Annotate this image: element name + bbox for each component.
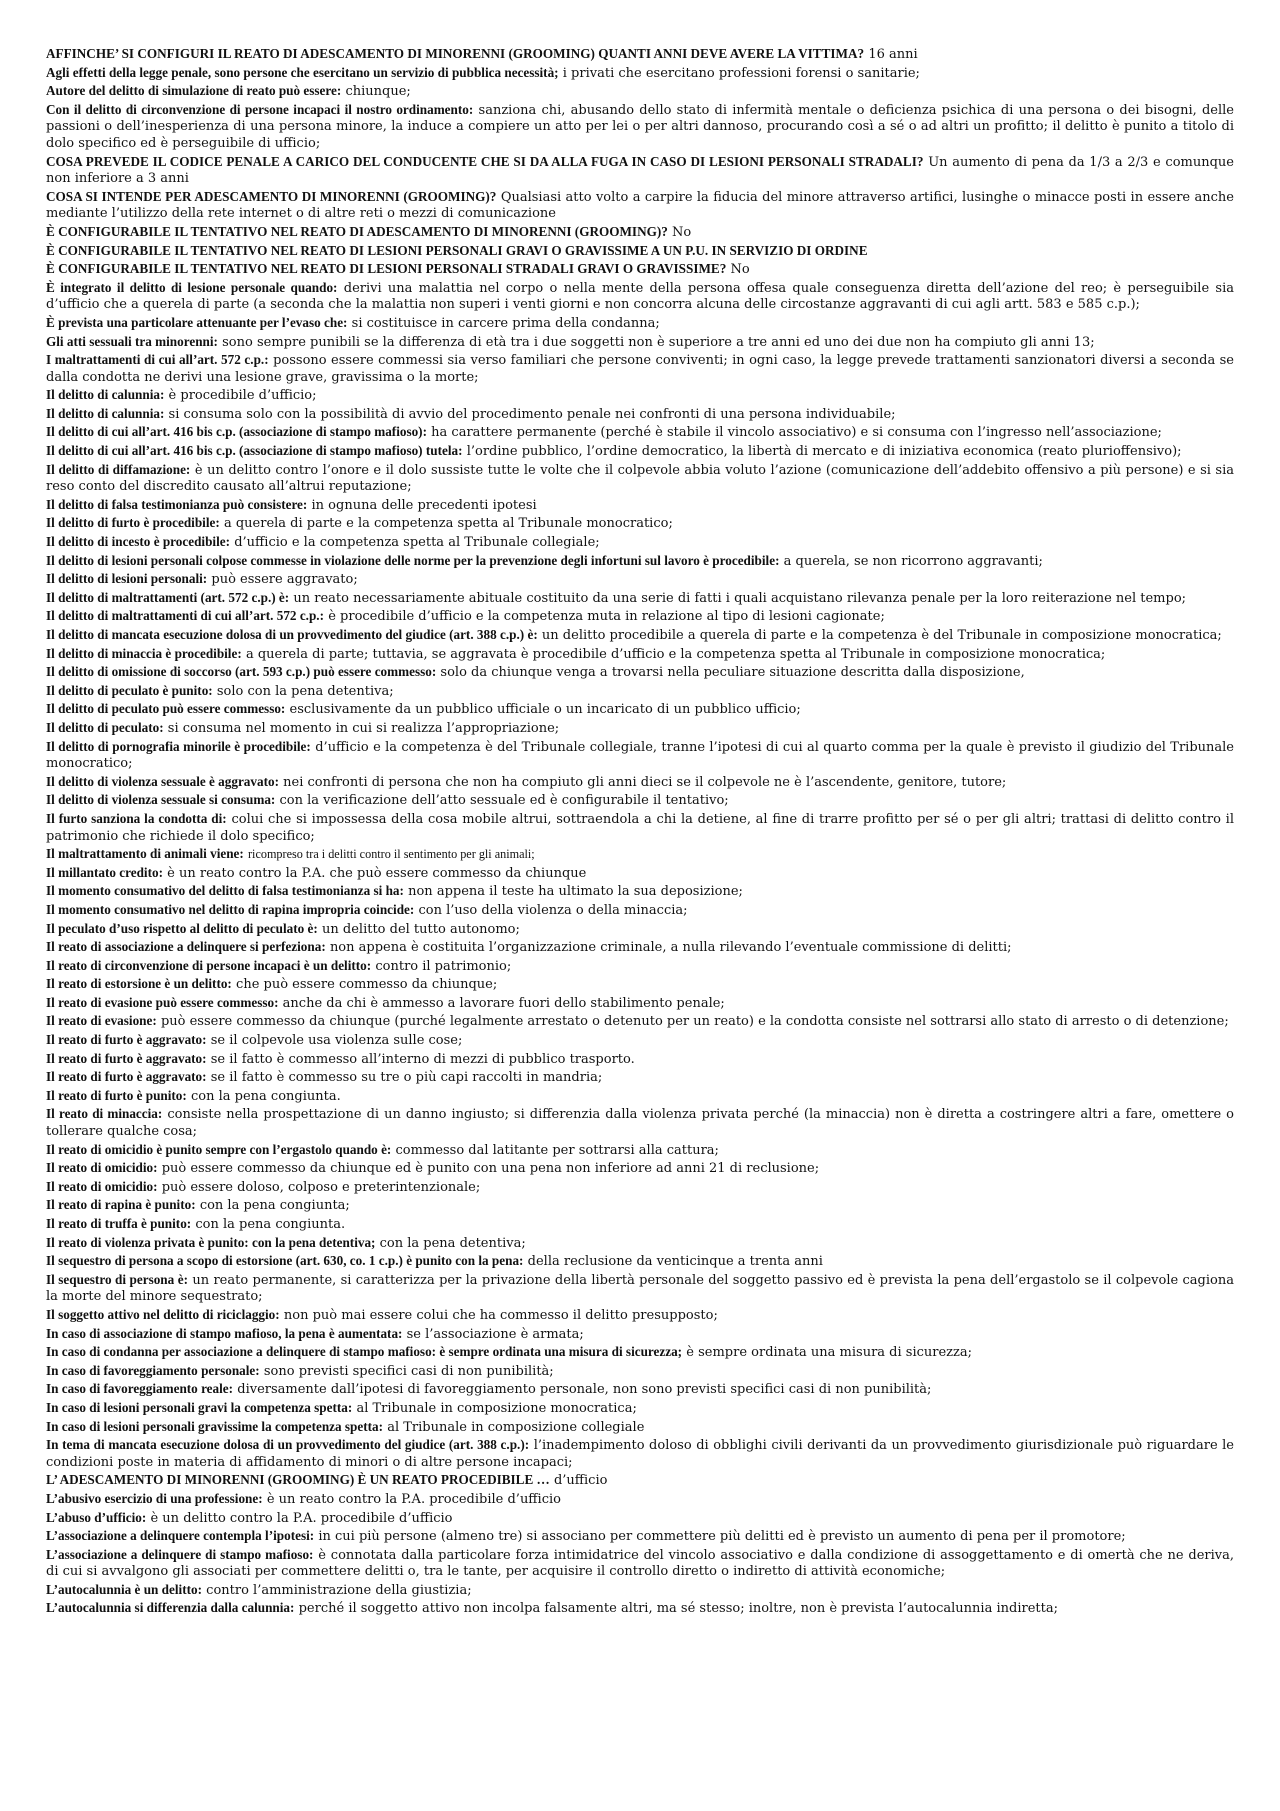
question-text: L’autocalunnia è un delitto: [46,1581,202,1597]
qa-entry [46,1400,1234,1418]
qa-entry [46,315,1234,333]
question-text: Il soggetto attivo nel delitto di riciclaggio: [46,1306,280,1322]
qa-list [46,46,1234,1618]
qa-entry [46,352,1234,386]
question-text: Il reato di minaccia: [46,1106,163,1122]
answer-text: sono previsti specifici casi di non punibilità; [263,1363,554,1379]
question-text: Autore del delitto di simulazione di reato può essere: [46,83,342,99]
answer-text: anche da chi è ammesso a lavorare fuori dello stabilimento penale; [282,995,725,1011]
qa-entry [46,224,1234,242]
question-text: È CONFIGURABILE IL TENTATIVO NEL REATO DI LESIONI PERSONALI GRAVI O GRAVISSIME A UN P.U. IN SERVIZIO DI ORDINE [46,242,868,258]
question-text: Il delitto di lesioni personali: [46,571,208,587]
answer-text: è procedibile d’ufficio; [168,388,317,404]
answer-text: a querela di parte e la competenza spetta al Tribunale monocratico; [223,516,673,532]
qa-entry [46,1088,1234,1106]
question-text: Il reato di estorsione è un delitto: [46,976,232,992]
qa-entry [46,83,1234,101]
qa-entry [46,1307,1234,1325]
answer-text: 16 anni [868,47,918,62]
question-text: È integrato il delitto di lesione personale quando: [46,279,338,295]
answer-text: se l’associazione è armata; [406,1326,584,1342]
answer-text: d’ufficio e la competenza è del Tribunale collegiale, tranne l’ipotesi di cui al quarto comma per la quale è previsto il giudizio del Tribunale monocratico; [46,739,1234,772]
answer-text: sono sempre punibili se la differenza di età tra i due soggetti non è superiore a tre anni ed uno dei due non ha compiuto gli anni 13; [222,334,1095,350]
qa-entry [46,1032,1234,1050]
answer-text: contro il patrimonio; [375,958,512,974]
answer-text: chiunque; [345,84,411,100]
qa-entry [46,1547,1234,1581]
question-text: Il delitto di peculato è punito: [46,682,213,698]
answer-text: si consuma nel momento in cui si realizza l’appropriazione; [167,720,560,736]
answer-text: in ognuna delle precedenti ipotesi [311,497,537,513]
qa-entry [46,995,1234,1013]
answer-text: è un reato contro la P.A. procedibile d’ufficio [266,1491,561,1507]
qa-entry [46,701,1234,719]
answer-text: al Tribunale in composizione collegiale [387,1419,645,1435]
qa-entry [46,1216,1234,1234]
qa-entry [46,1272,1234,1306]
question-text: Il reato di omicidio è punito sempre con l’ergastolo quando è: [46,1141,392,1157]
qa-entry [46,387,1234,405]
qa-entry [46,1419,1234,1437]
question-text: Il reato di circonvenzione di persone incapaci è un delitto: [46,957,372,973]
qa-entry [46,1253,1234,1271]
answer-text: non appena il teste ha ultimato la sua deposizione; [408,884,743,900]
qa-entry [46,1179,1234,1197]
answer-text: se il fatto è commesso su tre o più capi raccolti in mandria; [210,1070,603,1086]
qa-entry [46,811,1234,845]
qa-entry [46,921,1234,939]
qa-entry [46,1051,1234,1069]
answer-text: No [730,262,750,278]
question-text: Il delitto di calunnia: [46,387,165,403]
answer-text: un reato necessariamente abituale costituito da una serie di fatti i quali acquistano rilevanza penale per la loro reiterazione nel tempo; [293,590,1187,606]
answer-text: può essere commesso da chiunque (purché legalmente arrestato o detenuto per un reato) e la condotta consiste nel sottrarsi allo stato di arresto o di detenzione; [160,1014,1229,1030]
question-text: Il delitto di minaccia è procedibile: [46,645,242,661]
qa-entry [46,261,1234,279]
question-text: L’abuso d’ufficio: [46,1509,147,1525]
question-text: È CONFIGURABILE IL TENTATIVO NEL REATO DI LESIONI PERSONALI STRADALI GRAVI O GRAVISSIME? [46,261,727,277]
answer-text: a querela, se non ricorrono aggravanti; [783,553,1043,569]
answer-text: può essere doloso, colposo e preterintenzionale; [161,1179,481,1195]
answer-text: è sempre ordinata una misura di sicurezza; [686,1345,972,1361]
answer-text: Un aumento di pena da 1/3 a 2/3 e comunque non inferiore a 3 anni [46,154,1234,187]
question-text: In caso di favoreggiamento personale: [46,1362,260,1378]
question-text: L’abusivo esercizio di una professione: [46,1490,263,1506]
answer-text: se il fatto è commesso all’interno di mezzi di pubblico trasporto. [210,1051,635,1067]
answer-text: sanziona chi, abusando dello stato di infermità mentale o deficienza psichica di una persona o dei bisogni, delle passioni o dell’inesperienza di una persona minore, la induce a compiere un atto per lei o per altri dannoso, procurando così a sé o ad altri un profitto; il delitto è punito a titolo di dolo specifico ed è perseguibile di ufficio; [46,102,1234,151]
qa-entry [46,46,1234,64]
qa-entry [46,1600,1234,1618]
question-text: Il sequestro di persona a scopo di estorsione (art. 630, co. 1 c.p.) è punito con la pena: [46,1253,524,1269]
answer-text: con la verificazione dell’atto sessuale ed è configurabile il tentativo; [279,793,729,809]
question-text: Il reato di truffa è punito: [46,1216,192,1231]
question-text: Il reato di evasione può essere commesso: [46,994,279,1010]
qa-entry [46,1069,1234,1087]
question-text: In caso di lesioni personali gravissime la competenza spetta: [46,1418,383,1434]
question-text: Il delitto di cui all’art. 416 bis c.p. (associazione di stampo mafioso) tutela: [46,443,463,459]
answer-text: si costituisce in carcere prima della condanna; [351,315,660,331]
qa-entry [46,571,1234,589]
qa-entry [46,774,1234,792]
question-text: È prevista una particolare attenuante per l’evaso che: [46,314,348,330]
answer-text: si consuma solo con la possibilità di avvio del procedimento penale nei confronti di una persona individuabile; [168,406,896,422]
qa-entry [46,443,1234,461]
answer-text: se il colpevole usa violenza sulle cose; [210,1033,463,1049]
question-text: Il reato di evasione: [46,1013,157,1029]
qa-entry [46,1363,1234,1381]
answer-text: con l’uso della violenza o della minaccia; [418,902,688,918]
qa-entry [46,102,1234,153]
question-text: Il delitto di peculato può essere commesso: [46,701,286,717]
qa-entry [46,243,1234,261]
answer-text: Qualsiasi atto volto a carpire la fiducia del minore attraverso artifici, lusinghe o minacce posti in essere anche mediante l’utilizzo della rete internet o di altre reti o mezzi di comunicazione [46,189,1234,222]
question-text: Il delitto di pornografia minorile è procedibile: [46,738,311,754]
answer-text: contro l’amministrazione della giustizia; [206,1582,472,1598]
answer-text: è un delitto contro l’onore e il dolo sussiste tutte le volte che il colpevole abbia voluto l’azione (comunicazione dell’addebito offensivo a più persone) e si sia reso conto del discredito causato all’altrui reputazione; [46,462,1234,495]
question-text: Il delitto di omissione di soccorso (art. 593 c.p.) può essere commesso: [46,664,437,680]
qa-entry [46,739,1234,773]
answer-text: è un delitto contro la P.A. procedibile d’ufficio [150,1510,453,1526]
qa-entry [46,590,1234,608]
qa-entry [46,280,1234,314]
answer-text: esclusivamente da un pubblico ufficiale o un incaricato di un pubblico ufficio; [289,702,801,718]
qa-entry [46,1472,1234,1490]
question-text: L’autocalunnia si differenzia dalla calunnia: [46,1600,295,1616]
answer-text: della reclusione da venticinque a trenta anni [527,1254,823,1270]
question-text: Il furto sanziona la condotta di: [46,810,227,826]
question-text: Il reato di rapina è punito: [46,1197,196,1213]
question-text: Il reato di associazione a delinquere si perfeziona: [46,939,326,955]
question-text: Il momento consumativo nel delitto di rapina impropria coincide: [46,901,415,917]
qa-entry [46,553,1234,571]
qa-entry [46,1437,1234,1471]
question-text: Il reato di violenza privata è punito: con la pena detentiva; [46,1234,376,1250]
question-text: Il reato di omicidio: [46,1178,158,1194]
question-text: Il momento consumativo del delitto di falsa testimonianza si ha: [46,883,404,899]
question-text: COSA SI INTENDE PER ADESCAMENTO DI MINORENNI (GROOMING)? [46,188,497,204]
question-text: In tema di mancata esecuzione dolosa di un provvedimento del giudice (art. 388 c.p.): [46,1437,530,1453]
qa-entry [46,1160,1234,1178]
answer-text: in cui più persone (almeno tre) si associano per commettere più delitti ed è previsto un aumento di pena per il promotore; [318,1529,1126,1545]
question-text: Il sequestro di persona è: [46,1271,188,1287]
question-text: Il delitto di falsa testimonianza può consistere: [46,496,308,512]
qa-entry [46,189,1234,223]
answer-text: colui che si impossessa della cosa mobile altrui, sottraendola a chi la detiene, al fine di trarre profitto per sé o per gli altri; trattasi di delitto contro il patrimonio che richiede il dolo specifico; [46,811,1234,844]
qa-entry [46,424,1234,442]
qa-entry [46,1197,1234,1215]
qa-entry [46,334,1234,352]
answer-text: è procedibile d’ufficio e la competenza muta in relazione al tipo di lesioni cagionate; [328,609,885,625]
answer-text: è un reato contro la P.A. che può essere commesso da chiunque [167,865,587,881]
question-text: Il delitto di diffamazione: [46,461,191,477]
qa-entry [46,1344,1234,1362]
qa-entry [46,976,1234,994]
qa-entry [46,664,1234,682]
qa-entry [46,1142,1234,1160]
answer-text: un delitto del tutto autonomo; [322,921,520,937]
answer-text: d’ufficio e la competenza spetta al Tribunale collegiale; [234,535,600,551]
qa-entry [46,154,1234,188]
answer-text: consiste nella prospettazione di un danno ingiusto; si differenzia dalla violenza privata perché (la minaccia) non è diretta a costringere altri a fare, omettere o tollerare qualche cosa; [46,1107,1234,1140]
answer-text: diversamente dall’ipotesi di favoreggiamento personale, non sono previsti specifici casi di non punibilità; [237,1382,932,1398]
answer-text: è connotata dalla particolare forza intimidatrice del vincolo associativo e dalla condizione di assoggettamento e di omertà che ne deriva, di cui si avvalgono gli associati per commettere delitti o, tra le tante, per acquisire il controllo diretto o indiretto di attività economiche; [46,1547,1234,1580]
question-text: Il delitto di maltrattamenti (art. 572 c.p.) è: [46,589,290,605]
question-text: Il delitto di violenza sessuale si consuma: [46,792,276,808]
answer-text: con la pena congiunta. [191,1088,341,1104]
question-text: Il delitto di mancata esecuzione dolosa di un provvedimento del giudice (art. 388 c.p.) è: [46,627,538,642]
question-text: Il reato di omicidio: [46,1160,158,1176]
qa-entry [46,1381,1234,1399]
answer-text: l’inadempimento doloso di obblighi civili derivanti da un provvedimento giurisdizionale può riguardare le condizioni poste in materia di affidamento di minori o di altre persone incapaci; [46,1438,1234,1470]
question-text: I maltrattamenti di cui all’art. 572 c.p.: [46,352,269,368]
qa-entry [46,958,1234,976]
question-text: Agli effetti della legge penale, sono persone che esercitano un servizio di pubblica necessità; [46,64,559,80]
qa-entry [46,1013,1234,1031]
question-text: In caso di lesioni personali gravi la competenza spetta: [46,1399,353,1415]
answer-text: un reato permanente, si caratterizza per la privazione della libertà personale del soggetto passivo ed è prevista la pena dell’ergastolo se il colpevole cagiona la morte del minore sequestrato; [46,1272,1234,1305]
answer-text: i privati che esercitano professioni forensi o sanitarie; [562,65,920,81]
qa-entry [46,883,1234,901]
answer-text: che può essere commesso da chiunque; [236,977,498,993]
question-text: Il delitto di incesto è procedibile: [46,534,231,550]
question-text: L’ ADESCAMENTO DI MINORENNI (GROOMING) È UN REATO PROCEDIBILE … [46,1472,550,1488]
qa-entry [46,1510,1234,1528]
answer-text: a querela di parte; tuttavia, se aggravata è procedibile d’ufficio e la competenza spetta al Tribunale in composizione monocratica; [245,646,1106,662]
qa-entry [46,1582,1234,1600]
question-text: Il delitto di peculato: [46,719,164,735]
question-text: In caso di associazione di stampo mafioso, la pena è aumentata: [46,1325,403,1341]
question-text: Il millantato credito: [46,864,163,880]
answer-text: al Tribunale in composizione monocratica; [356,1400,637,1416]
qa-entry [46,720,1234,738]
qa-entry [46,65,1234,83]
answer-text: ha carattere permanente (perché è stabile il vincolo associativo) e si consuma con l’ingresso nell’associazione; [431,425,1162,441]
answer-text: con la pena detentiva; [379,1235,526,1251]
question-text: Il delitto di calunnia: [46,405,165,421]
qa-entry [46,497,1234,515]
qa-entry [46,683,1234,701]
qa-entry [46,1326,1234,1344]
answer-text: con la pena congiunta; [199,1198,350,1214]
answer-text: No [672,224,692,240]
qa-entry [46,1528,1234,1546]
answer-text: d’ufficio [553,1473,608,1489]
answer-text: non può mai essere colui che ha commesso il delitto presupposto; [283,1307,718,1323]
question-text: AFFINCHE’ SI CONFIGURI IL REATO DI ADESCAMENTO DI MINORENNI (GROOMING) QUANTI ANNI DEVE AVERE LA VITTIMA? [46,46,865,61]
qa-entry [46,534,1234,552]
question-text: Il reato di furto è punito: [46,1087,187,1103]
answer-text: commesso dal latitante per sottrarsi alla cattura; [395,1142,719,1158]
qa-entry [46,939,1234,957]
qa-entry [46,646,1234,664]
answer-text: l’ordine pubblico, l’ordine democratico, la libertà di mercato e di iniziativa economica (reato plurioffensivo); [466,444,1182,460]
question-text: L’associazione a delinquere di stampo mafioso: [46,1546,314,1562]
answer-text: solo da chiunque venga a trovarsi nella peculiare situazione descritta dalla disposizione, [440,665,1025,681]
qa-entry [46,1106,1234,1140]
answer-text: un delitto procedibile a querela di parte e la competenza è del Tribunale in composizione monocratica; [541,628,1222,643]
question-text: Il delitto di furto è procedibile: [46,515,220,531]
question-text: È CONFIGURABILE IL TENTATIVO NEL REATO DI ADESCAMENTO DI MINORENNI (GROOMING)? [46,223,668,239]
question-text: Con il delitto di circonvenzione di persone incapaci il nostro ordinamento: [46,101,474,117]
question-text: Il reato di furto è aggravato: [46,1032,207,1048]
question-text: Il delitto di violenza sessuale è aggravato: [46,773,279,789]
qa-entry [46,627,1234,645]
qa-entry [46,608,1234,626]
answer-text: nei confronti di persona che non ha compiuto gli anni dieci se il colpevole ne è l’ascendente, genitore, tutore; [283,774,1007,790]
answer-text: può essere commesso da chiunque ed è punito con una pena non inferiore ad anni 21 di reclusione; [161,1161,820,1177]
answer-text: ricompreso tra i delitti contro il sentimento per gli animali; [248,847,535,862]
question-text: Il delitto di lesioni personali colpose commesse in violazione delle norme per la prevenzione degli infortuni sul lavoro è procedibile: [46,552,780,568]
question-text: Il reato di furto è aggravato: [46,1050,207,1066]
answer-text: derivi una malattia nel corpo o nella mente della persona offesa quale conseguenza diretta dell’azione del reo; è perseguibile sia d’ufficio che a querela di parte (a seconda che la malattia non superi i venti giorni e non concorra alcuna delle circostanze aggravanti di cui agli artt. 583 e 585 c.p.); [46,280,1234,313]
question-text: In caso di favoreggiamento reale: [46,1381,234,1397]
qa-entry [46,515,1234,533]
qa-entry [46,792,1234,810]
answer-text: perché il soggetto attivo non incolpa falsamente altri, ma sé stesso; inoltre, non è prevista l’autocalunnia indiretta; [298,1601,1058,1617]
answer-text: solo con la pena detentiva; [216,683,394,699]
answer-text: possono essere commessi sia verso familiari che persone conviventi; in ogni caso, la legge prevede trattamenti sanzionatori diversi a seconda se dalla condotta ne derivi una lesione grave, gravissima o la morte; [46,353,1234,385]
question-text: Il delitto di cui all’art. 416 bis c.p. (associazione di stampo mafioso): [46,424,427,440]
question-text: Il peculato d’uso rispetto al delitto di peculato è: [46,920,318,936]
answer-text: può essere aggravato; [211,572,358,588]
answer-text: non appena è costituita l’organizzazione criminale, a nulla rilevando l’eventuale commissione di delitti; [329,940,1012,956]
answer-text: con la pena congiunta. [195,1217,346,1232]
question-text: L’associazione a delinquere contempla l’ipotesi: [46,1528,315,1544]
question-text: Gli atti sessuali tra minorenni: [46,333,218,349]
question-text: Il reato di furto è aggravato: [46,1069,207,1085]
qa-entry [46,462,1234,496]
qa-entry [46,1491,1234,1509]
qa-entry [46,1235,1234,1253]
question-text: Il maltrattamento di animali viene: [46,846,244,862]
qa-entry [46,846,1234,864]
question-text: COSA PREVEDE IL CODICE PENALE A CARICO DEL CONDUCENTE CHE SI DA ALLA FUGA IN CASO DI LESIONI PERSONALI STRADALI? [46,153,924,169]
question-text: Il delitto di maltrattamenti di cui all’art. 572 c.p.: [46,608,324,624]
qa-entry [46,865,1234,883]
qa-entry [46,902,1234,920]
qa-entry [46,406,1234,424]
question-text: In caso di condanna per associazione a delinquere di stampo mafioso: è sempre ordinata una misura di sicurezza; [46,1344,683,1360]
